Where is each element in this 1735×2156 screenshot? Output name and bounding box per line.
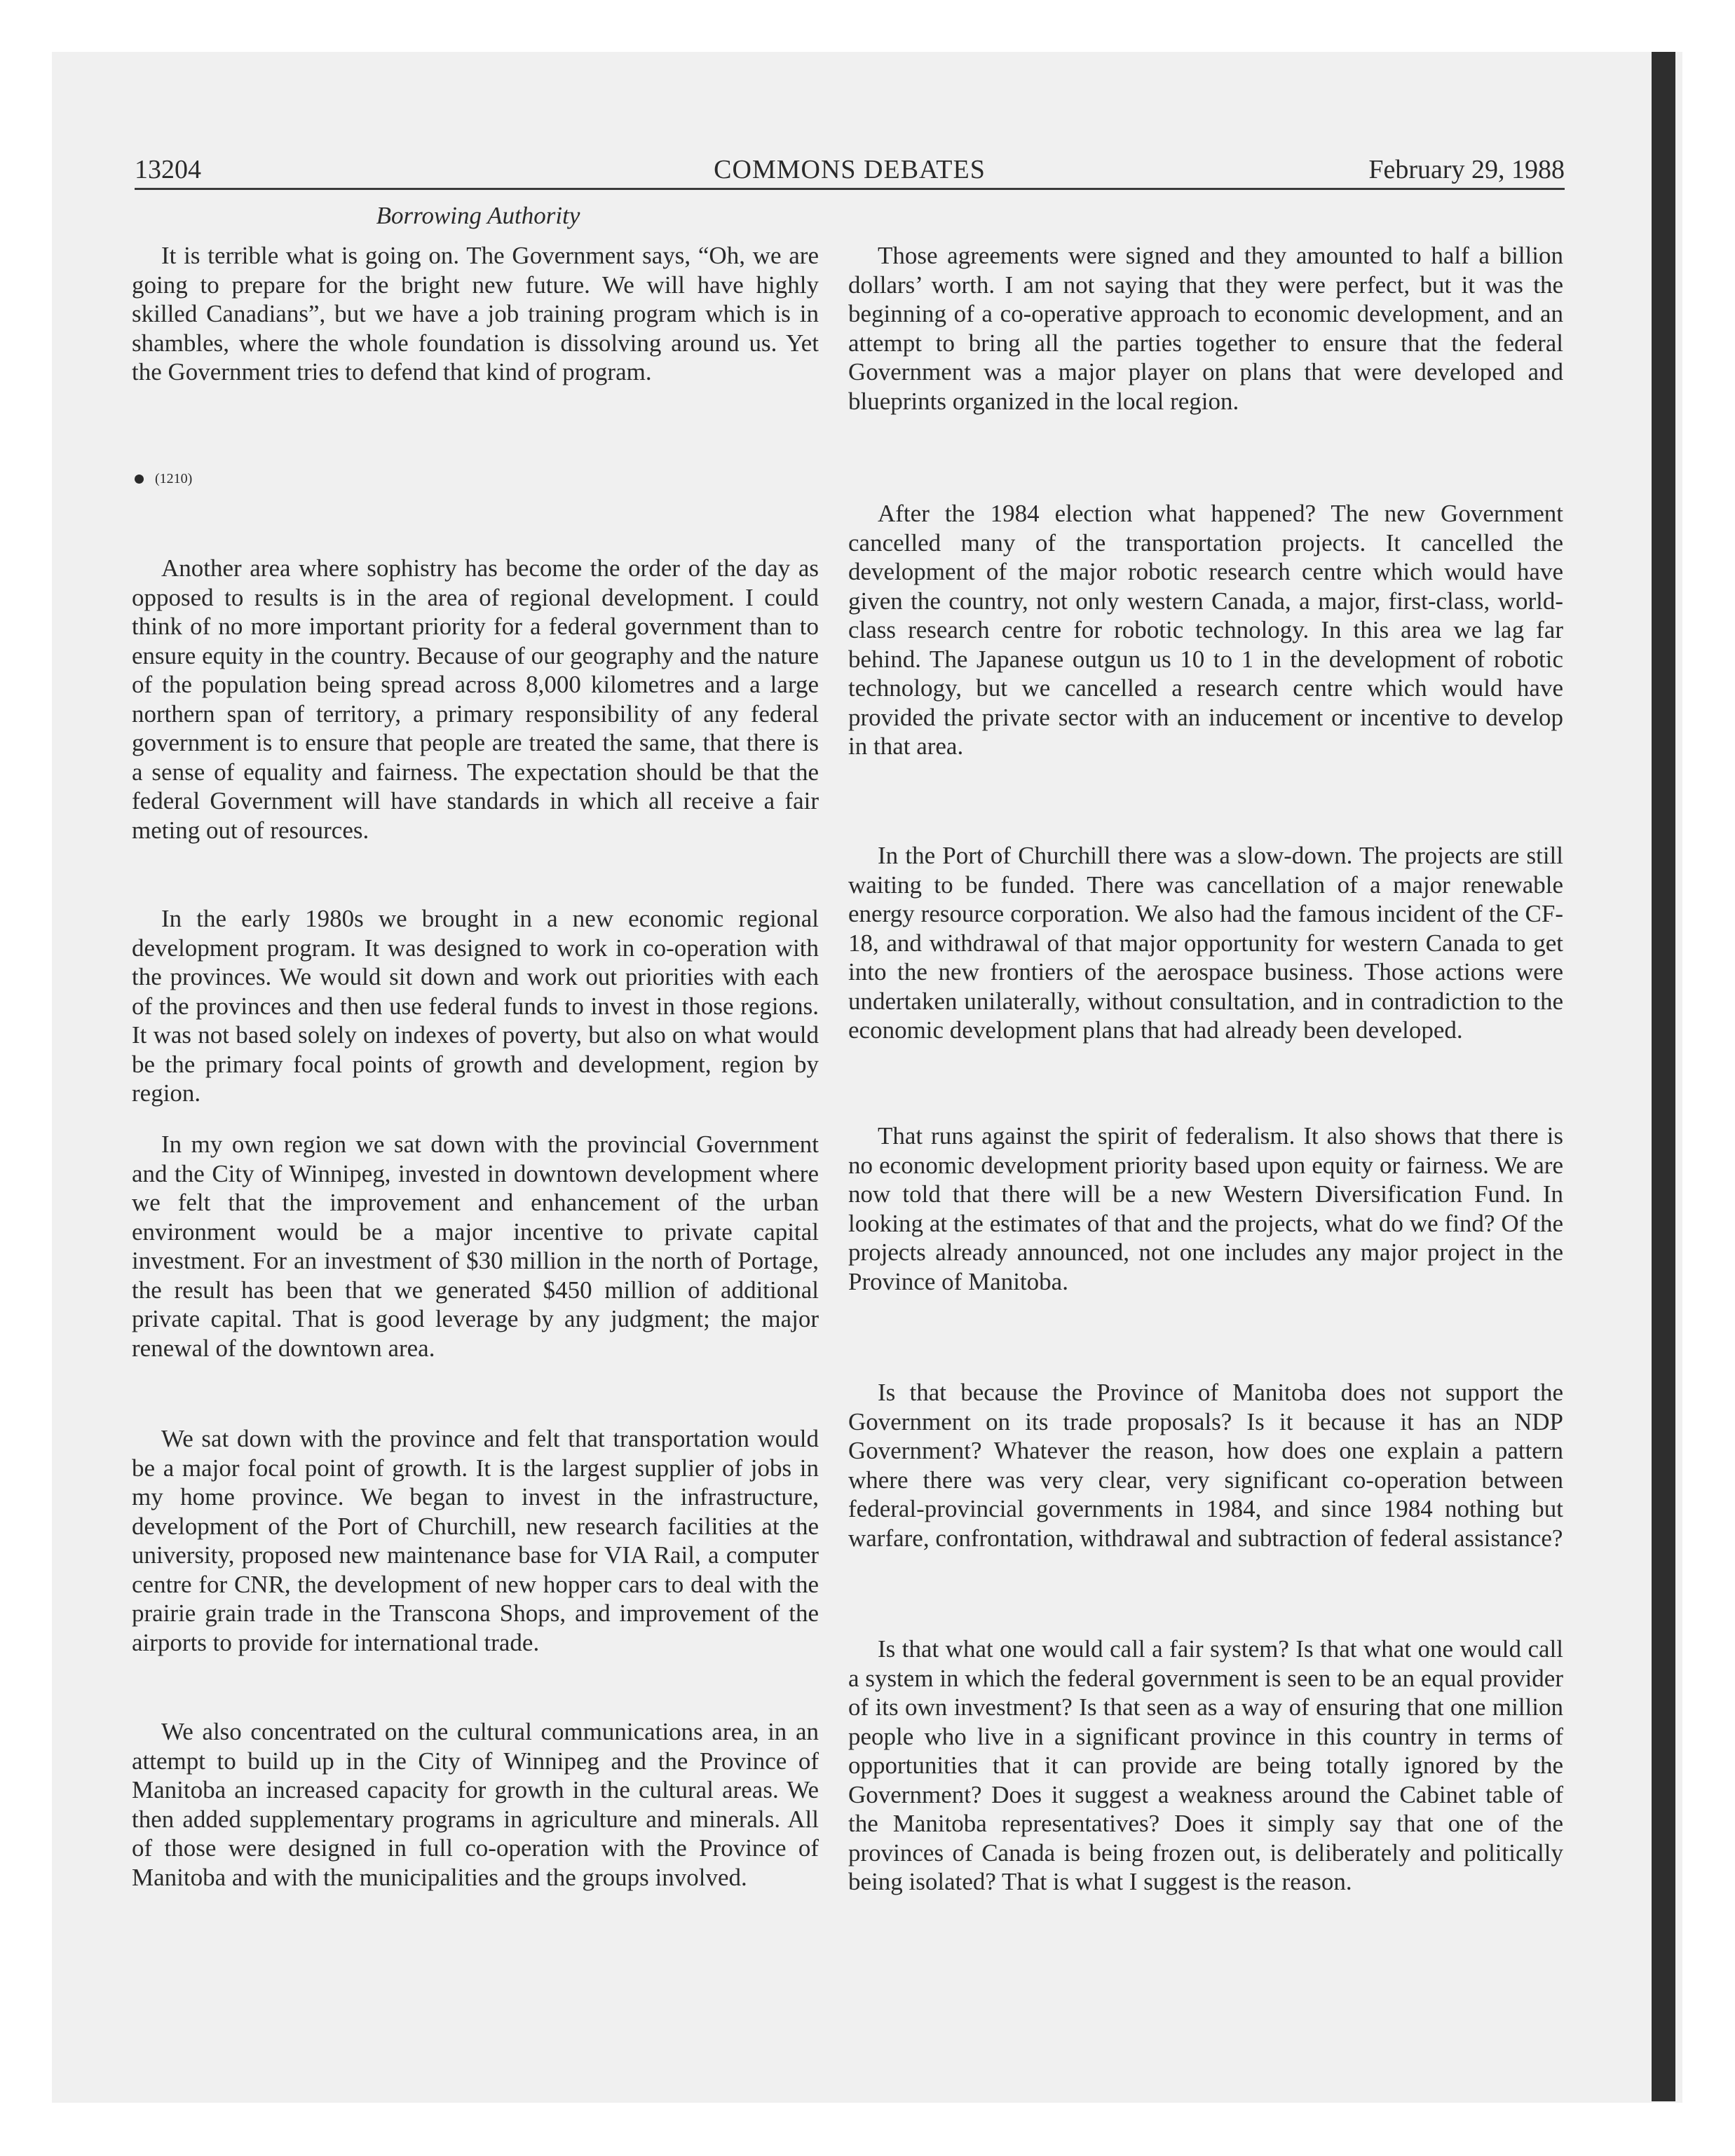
left-paragraph-1: It is terrible what is going on. The Government says, “Oh, we are going to prepare for the bright new future. We will have highly skilled Canadians”, but we have a job training program which is in shambles, where the whole foundation is dissolving around us. Yet the Government tries to defend that kind of program. xyxy=(132,242,819,386)
page-number: 13204 xyxy=(135,155,201,184)
publication-title: COMMONS DEBATES xyxy=(714,155,986,184)
page-header xyxy=(135,146,1565,190)
scan-edge-bar xyxy=(1652,52,1675,2101)
right-paragraph-3: In the Port of Churchill there was a slow-down. The projects are still waiting to be funded. There was cancellation of a major renewable energy resource corporation. We also had the famous incident of the CF-18, and withdrawal of that major opportunity for western Canada to get into the new frontiers of the aerospace business. Those actions were undertaken unilaterally, without consultation, and in contradiction to the economic development plans that had already been developed. xyxy=(848,842,1563,1044)
time-marker xyxy=(135,471,192,487)
left-paragraph-3: In the early 1980s we brought in a new economic regional development program. It was designed to work in co-operation with the provinces. We would sit down and work out priorities with each of the provinces and then use federal funds to invest in those regions. It was not based solely on indexes of poverty, but also on what would be the primary focal points of growth and development, region by region. xyxy=(132,905,819,1107)
left-paragraph-5: We sat down with the province and felt that transportation would be a major focal point of growth. It is the largest supplier of jobs in my home province. We began to invest in the infrastructure, development of the Port of Churchill, new research facilities at the university, proposed new maintenance base for VIA Rail, a computer centre for CNR, the development of new hopper cars to deal with the prairie grain trade in the Transcona Shops, and improvement of the airports to provide for international trade. xyxy=(132,1425,819,1656)
right-paragraph-5: Is that because the Province of Manitoba does not support the Government on its trade proposals? Is it because it has an NDP Government? Whatever the reason, how does one explain a pattern where there was very clear, very significant co-operation between federal-provincial governments in 1984, and since 1984 nothing but warfare, confrontation, withdrawal and subtraction of federal assistance? xyxy=(848,1379,1563,1552)
section-subhead: Borrowing Authority xyxy=(376,202,580,229)
left-paragraph-6: We also concentrated on the cultural communications area, in an attempt to build up in the City of Winnipeg and the Province of Manitoba an increased capacity for growth in the cultural areas. We then added supplementary programs in agriculture and minerals. All of those were designed in full co-operation with the Province of Manitoba and with the municipalities and the groups involved. xyxy=(132,1718,819,1891)
right-paragraph-6: Is that what one would call a fair system? Is that what one would call a system in which the federal government is seen to be an equal provider of its own investment? Is that seen as a way of ensuring that one million people who live in a significant province in this country in terms of opportunities that it can provide are being totally ignored by the Government? Does it suggest a weakness around the Cabinet table of the Manitoba representatives? Does it simply say that one of the provinces of Canada is being frozen out, is deliberately and politically being isolated? That is what I suggest is the reason. xyxy=(848,1635,1563,1895)
right-paragraph-4: That runs against the spirit of federalism. It also shows that there is no economic development priority based upon equity or fairness. We are now told that there will be a new Western Diversification Fund. In looking at the estimates of that and the projects, what do we find? Of the projects already announced, not one includes any major project in the Province of Manitoba. xyxy=(848,1122,1563,1295)
left-paragraph-2: Another area where sophistry has become the order of the day as opposed to results is in the area of regional development. I could think of no more important priority for a federal government than to ensure equity in the country. Because of our geography and the nature of the population being spread across 8,000 kilometres and a large northern span of territory, a primary responsibility of any federal government is to ensure that people are treated the same, that there is a sense of equality and fairness. The expectation should be that the federal Government will have standards in which all receive a fair meting out of resources. xyxy=(132,554,819,844)
bullet-icon xyxy=(135,475,144,484)
left-paragraph-4: In my own region we sat down with the provincial Government and the City of Winnipeg, invested in downtown development where we felt that the improvement and enhancement of the urban environment would be a major incentive to private capital investment. For an investment of $30 million in the north of Portage, the result has been that we generated $450 million of additional private capital. That is good leverage by any judgment; the major renewal of the downtown area. xyxy=(132,1131,819,1362)
right-paragraph-1: Those agreements were signed and they amounted to half a billion dollars’ worth. I am not saying that they were perfect, but it was the beginning of a co-operative approach to economic development, and an attempt to bring all the parties together to ensure that the federal Government was a major player on plans that were developed and blueprints organized in the local region. xyxy=(848,242,1563,415)
right-paragraph-2: After the 1984 election what happened? The new Government cancelled many of the transportation projects. It cancelled the development of the major robotic research centre which would have given the country, not only western Canada, a major, first-class, world-class research centre for robotic technology. In this area we lag far behind. The Japanese outgun us 10 to 1 in the development of robotic technology, but we cancelled a research centre which would have provided the private sector with an inducement or incentive to develop in that area. xyxy=(848,500,1563,760)
publication-date: February 29, 1988 xyxy=(1368,155,1565,184)
time-marker-text: (1210) xyxy=(155,471,193,486)
